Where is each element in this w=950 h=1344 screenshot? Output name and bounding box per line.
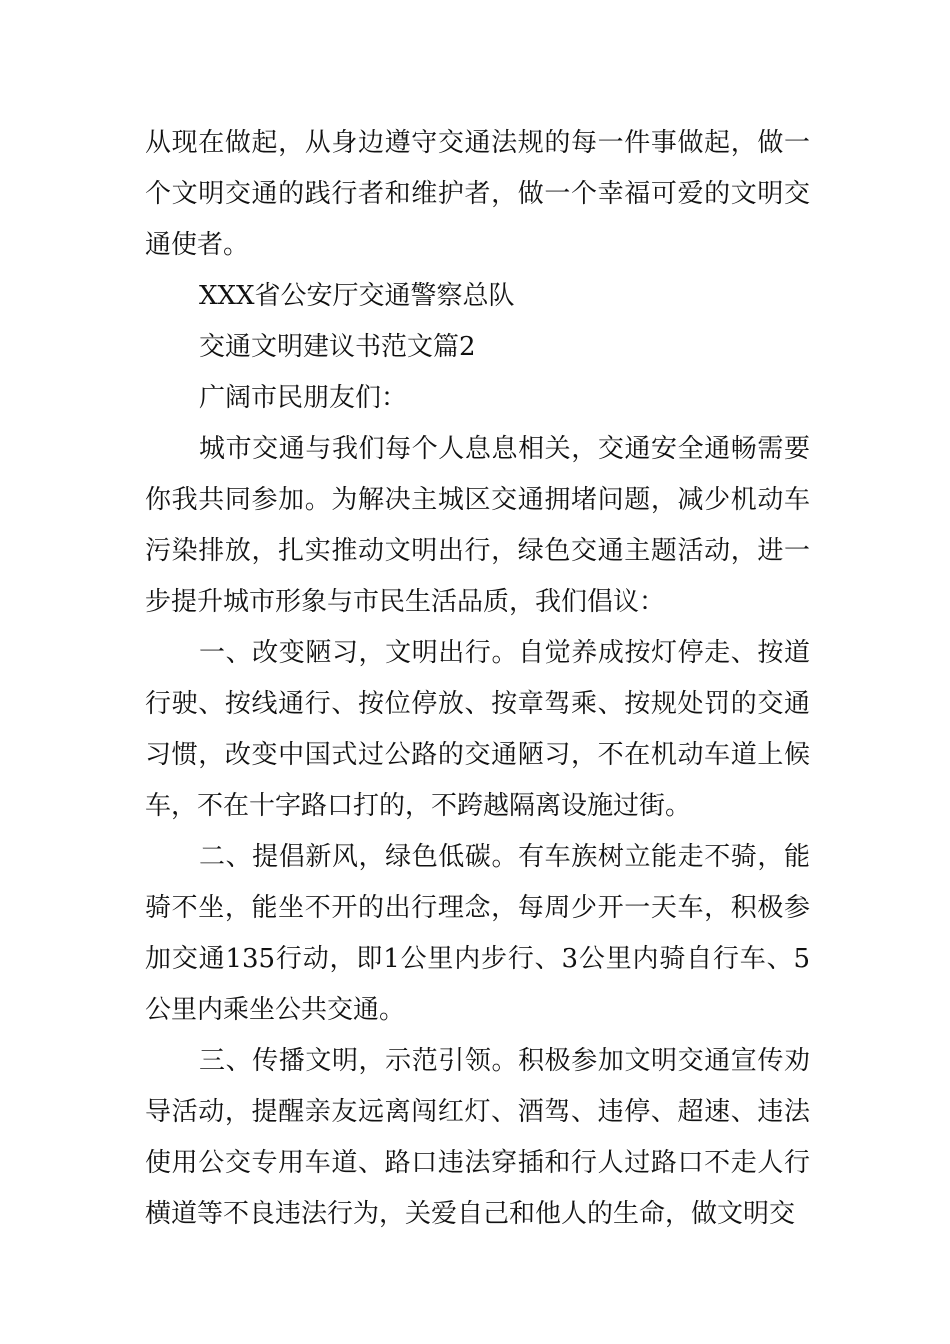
salutation: 广阔市民朋友们： bbox=[199, 383, 408, 413]
document-body bbox=[145, 118, 810, 1240]
paragraph-point-2: 二、提倡新风，绿色低碳。有车族树立能走不骑，能骑不坐，能坐不开的出行理念，每周少开一天车，积极参加交通135行动，即1公里内步行、3公里内骑自行车、5公里内乘坐公共交通。 bbox=[145, 842, 810, 1025]
paragraph-point-3: 三、传播文明，示范引领。积极参加文明交通宣传劝导活动，提醒亲友远离闯红灯、酒驾、违停、超速、违法使用公交专用车道、路口违法穿插和行人过路口不走人行横道等不良违法行为，关爱自己和他人的生命，做文明交 bbox=[145, 1046, 810, 1229]
section-title: 交通文明建议书范文篇2 bbox=[199, 332, 476, 362]
paragraph-closing: 从现在做起，从身边遵守交通法规的每一件事做起，做一个文明交通的践行者和维护者，做一个幸福可爱的文明交通使者。 bbox=[145, 128, 810, 260]
signature-line: XXX省公安厅交通警察总队 bbox=[199, 281, 515, 311]
paragraph-point-1: 一、改变陋习，文明出行。自觉养成按灯停走、按道行驶、按线通行、按位停放、按章驾乘、按规处罚的交通习惯，改变中国式过公路的交通陋习，不在机动车道上候车，不在十字路口打的，不跨越隔离设施过街。 bbox=[145, 638, 810, 821]
paragraph-intro: 城市交通与我们每个人息息相关，交通安全通畅需要你我共同参加。为解决主城区交通拥堵问题，减少机动车污染排放，扎实推动文明出行，绿色交通主题活动，进一步提升城市形象与市民生活品质，我们倡议： bbox=[145, 434, 810, 617]
